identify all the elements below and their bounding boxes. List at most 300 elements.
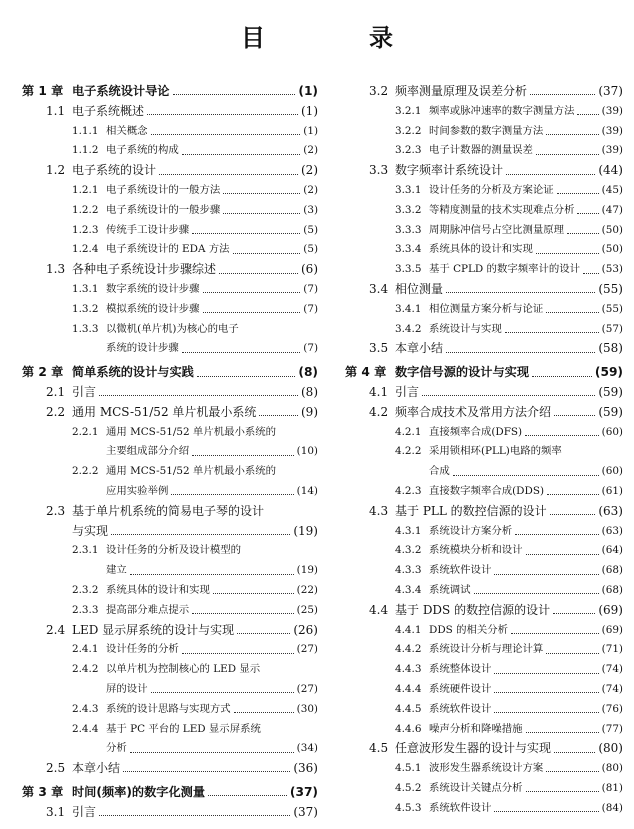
toc-subsection-entry[interactable] <box>22 240 318 260</box>
toc-entry-title: 系统设计方案分析 <box>429 524 513 537</box>
dot-leader <box>130 574 294 575</box>
toc-entry-number: 2.3.2 <box>72 583 99 596</box>
toc-entry-number: 2.3 <box>46 503 66 518</box>
toc-page-number: (27) <box>296 643 318 656</box>
toc-subsection-entry[interactable] <box>345 122 623 142</box>
toc-entry-number: 3.3.3 <box>395 223 422 236</box>
toc-entry-number: 2.4 <box>46 622 66 637</box>
toc-subsection-entry[interactable] <box>345 561 623 581</box>
toc-page-number: (60) <box>601 465 623 478</box>
toc-page-number: (7) <box>303 342 318 355</box>
toc-subsection-entry[interactable] <box>345 442 623 462</box>
toc-subsection-entry[interactable] <box>345 181 623 201</box>
dot-leader <box>171 494 293 495</box>
toc-section-entry[interactable] <box>345 739 623 759</box>
toc-entry-number: 3.1 <box>46 804 66 819</box>
dot-leader <box>511 633 599 634</box>
toc-subsection-entry[interactable] <box>345 221 623 241</box>
dot-leader <box>546 134 598 135</box>
toc-page-number: (2) <box>303 183 318 196</box>
dot-leader <box>223 213 300 214</box>
toc-section-entry[interactable] <box>22 522 318 542</box>
dot-leader <box>546 771 598 772</box>
toc-entry-title: 电子系统的设计 <box>72 163 157 178</box>
toc-page-number: (55) <box>598 281 623 296</box>
toc-subsection-entry[interactable] <box>22 720 318 740</box>
toc-entry-title: 系统设计关键点分析 <box>429 781 523 794</box>
toc-entry-number: 1.1.2 <box>72 144 99 157</box>
toc-entry-number: 4.5.3 <box>395 801 422 814</box>
toc-entry-title: 等精度测量的技术实现难点分析 <box>429 203 575 216</box>
dot-leader <box>219 273 298 274</box>
toc-entry-number: 4.5.1 <box>395 762 422 775</box>
toc-entry-number: 2.3.1 <box>72 544 99 557</box>
dot-leader <box>494 673 598 674</box>
toc-subsection-entry[interactable] <box>22 462 318 482</box>
toc-entry-number: 1.2 <box>46 163 66 178</box>
toc-entry-title: 系统具体的设计和实现 <box>429 243 533 256</box>
toc-page-number: (57) <box>601 322 623 335</box>
toc-section-entry[interactable] <box>345 280 623 300</box>
toc-entry-number: 3.2.2 <box>395 124 422 137</box>
toc-page-number: (59) <box>598 404 623 419</box>
toc-subsection-entry[interactable] <box>22 680 318 700</box>
toc-entry-number: 2.2.1 <box>72 425 99 438</box>
toc-entry-title: LED 显示屏系统的设计与实现 <box>72 622 235 637</box>
toc-entry-title: 数字系统的设计步骤 <box>106 282 200 295</box>
toc-subsection-entry[interactable] <box>345 621 623 641</box>
toc-subsection-entry[interactable] <box>345 581 623 601</box>
toc-entry-number: 1.2.4 <box>72 243 99 256</box>
toc-entry-title: 设计任务的分析 <box>106 643 179 656</box>
toc-subsection-entry[interactable] <box>22 141 318 161</box>
dot-leader <box>505 332 599 333</box>
toc-page-number: (77) <box>601 722 623 735</box>
toc-section-entry[interactable] <box>22 803 318 823</box>
toc-page-number: (63) <box>601 524 623 537</box>
toc-page-number: (63) <box>598 503 623 518</box>
dot-leader <box>182 154 301 155</box>
toc-chapter-entry[interactable] <box>22 783 318 803</box>
dot-leader <box>208 795 287 796</box>
toc-section-entry[interactable] <box>345 601 623 621</box>
toc-right-column <box>345 82 623 818</box>
toc-page-number: (50) <box>601 243 623 256</box>
toc-subsection-entry[interactable] <box>345 779 623 799</box>
toc-page-number: (64) <box>601 544 623 557</box>
toc-entry-title: 通用 MCS-51/52 单片机最小系统的 <box>106 465 277 478</box>
toc-page-number: (47) <box>601 203 623 216</box>
toc-entry-title: 简单系统的设计与实践 <box>72 365 194 380</box>
toc-subsection-entry[interactable] <box>22 640 318 660</box>
toc-entry-title: 设计任务的分析及方案论证 <box>429 183 554 196</box>
dot-leader <box>515 534 599 535</box>
toc-entry-title: 电子系统设计的 EDA 方法 <box>106 243 230 256</box>
toc-entry-title: 模拟系统的设计步骤 <box>106 302 200 315</box>
toc-entry-title: 频率或脉冲速率的数字测量方法 <box>429 104 575 117</box>
dot-leader <box>577 114 598 115</box>
toc-entry-number: 3.3.1 <box>395 183 422 196</box>
toc-entry-title: 相位测量 <box>395 281 444 296</box>
toc-subsection-entry[interactable] <box>345 482 623 502</box>
toc-entry-title: 分析 <box>106 742 127 755</box>
dot-leader <box>99 815 290 816</box>
toc-entry-number: 4.2.2 <box>395 445 422 458</box>
toc-section-entry[interactable] <box>22 383 318 403</box>
toc-subsection-entry[interactable] <box>22 280 318 300</box>
toc-entry-title: 数字信号源的设计与实现 <box>395 365 530 380</box>
toc-subsection-entry[interactable] <box>345 660 623 680</box>
toc-subsection-entry[interactable] <box>22 660 318 680</box>
toc-entry-title: 系统的设计步骤 <box>106 342 179 355</box>
toc-entry-title: 电子计数器的测量误差 <box>429 144 533 157</box>
toc-entry-title: 电子系统的构成 <box>106 144 179 157</box>
toc-entry-title: 系统硬件设计 <box>429 682 492 695</box>
toc-entry-title: 系统设计分析与理论计算 <box>429 643 544 656</box>
toc-subsection-entry[interactable] <box>22 482 318 502</box>
toc-page-number: (39) <box>601 144 623 157</box>
toc-page-number: (59) <box>598 384 623 399</box>
toc-entry-number: 2.4.3 <box>72 702 99 715</box>
toc-page-number: (5) <box>303 243 318 256</box>
toc-chapter-entry[interactable] <box>22 363 318 383</box>
toc-entry-title: 电子系统设计导论 <box>72 84 170 98</box>
dot-leader <box>526 732 599 733</box>
toc-entry-number: 3.2 <box>369 84 389 98</box>
dot-leader <box>546 312 598 313</box>
dot-leader <box>203 292 301 293</box>
toc-chapter-entry[interactable] <box>22 82 318 102</box>
toc-subsection-entry[interactable] <box>345 799 623 819</box>
toc-page-number: (22) <box>296 583 318 596</box>
toc-entry-title: 系统模块分析和设计 <box>429 544 523 557</box>
toc-section-entry[interactable] <box>22 260 318 280</box>
dot-leader <box>536 154 599 155</box>
toc-subsection-entry[interactable] <box>22 320 318 340</box>
toc-entry-number: 2.2.2 <box>72 465 99 478</box>
toc-entry-title: 直接频率合成(DFS) <box>429 425 523 438</box>
dot-leader <box>525 435 599 436</box>
dot-leader <box>259 415 298 416</box>
toc-entry-number: 1.3 <box>46 262 66 277</box>
dot-leader <box>130 752 294 753</box>
toc-subsection-entry[interactable] <box>345 423 623 443</box>
dot-leader <box>526 791 599 792</box>
dot-leader <box>159 174 298 175</box>
dot-leader <box>203 312 301 313</box>
toc-entry-title: 波形发生器系统设计方案 <box>429 762 544 775</box>
toc-page-number: (37) <box>289 784 318 799</box>
toc-subsection-entry[interactable] <box>22 561 318 581</box>
toc-page-number: (69) <box>601 623 623 636</box>
toc-entry-title: DDS 的相关分析 <box>429 623 509 636</box>
toc-entry-title: 引言 <box>395 384 420 399</box>
toc-page-number: (1) <box>303 124 318 137</box>
toc-subsection-entry[interactable] <box>345 462 623 482</box>
toc-entry-title: 电子系统设计的一般步骤 <box>106 203 221 216</box>
toc-section-entry[interactable] <box>345 82 623 102</box>
toc-entry-title: 合成 <box>429 465 450 478</box>
toc-entry-title: 本章小结 <box>395 341 444 356</box>
toc-entry-title: 采用锁相环(PLL)电路的频率 <box>429 445 562 458</box>
dot-leader <box>223 193 300 194</box>
dot-leader <box>526 554 599 555</box>
toc-subsection-entry[interactable] <box>345 522 623 542</box>
toc-entry-title: 系统整体设计 <box>429 663 492 676</box>
toc-page-number: (68) <box>601 564 623 577</box>
dot-leader <box>446 292 595 293</box>
toc-entry-title: 通用 MCS-51/52 单片机最小系统 <box>72 404 257 419</box>
dot-leader <box>577 213 598 214</box>
toc-entry-number: 4.2.3 <box>395 484 422 497</box>
dot-leader <box>474 593 599 594</box>
dot-leader <box>494 692 598 693</box>
toc-entry-title: 引言 <box>72 384 97 399</box>
toc-subsection-entry[interactable] <box>22 541 318 561</box>
toc-subsection-entry[interactable] <box>22 221 318 241</box>
toc-subsection-entry[interactable] <box>345 260 623 280</box>
toc-page-number: (61) <box>601 484 623 497</box>
toc-entry-number: 4.2.1 <box>395 425 422 438</box>
toc-subsection-entry[interactable] <box>345 541 623 561</box>
toc-entry-title: 引言 <box>72 804 97 819</box>
toc-page-number: (76) <box>601 702 623 715</box>
dot-leader <box>494 811 598 812</box>
toc-subsection-entry[interactable] <box>22 201 318 221</box>
toc-section-entry[interactable] <box>22 102 318 122</box>
toc-page-number: (74) <box>601 663 623 676</box>
toc-page-number: (8) <box>301 384 318 399</box>
toc-page-number: (80) <box>598 741 623 756</box>
page-title: 目 录 <box>241 24 433 52</box>
toc-subsection-entry[interactable] <box>345 720 623 740</box>
toc-page-number: (60) <box>601 425 623 438</box>
toc-entry-title: 时间参数的数字测量方法 <box>429 124 544 137</box>
dot-leader <box>494 712 598 713</box>
toc-entry-number: 4.4 <box>369 602 389 617</box>
toc-section-entry[interactable] <box>345 339 623 359</box>
toc-page-number: (36) <box>293 761 318 776</box>
toc-page-number: (34) <box>296 742 318 755</box>
toc-section-entry[interactable] <box>22 502 318 522</box>
toc-entry-title: 时间(频率)的数字化测量 <box>72 784 206 799</box>
toc-entry-number: 4.3.4 <box>395 583 422 596</box>
toc-chapter-entry[interactable] <box>345 363 623 383</box>
toc-entry-title: 系统设计与实现 <box>429 322 502 335</box>
toc-entry-number: 4.4.2 <box>395 643 422 656</box>
toc-section-entry[interactable] <box>345 403 623 423</box>
toc-section-entry[interactable] <box>345 502 623 522</box>
dot-leader <box>192 613 294 614</box>
toc-entry-number: 1.2.2 <box>72 203 99 216</box>
toc-subsection-entry[interactable] <box>22 122 318 142</box>
toc-entry-title: 基于 CPLD 的数字频率计的设计 <box>429 263 581 276</box>
dot-leader <box>494 574 598 575</box>
dot-leader <box>583 273 599 274</box>
toc-page-number: (2) <box>301 163 318 178</box>
toc-page-number: (80) <box>601 762 623 775</box>
dot-leader <box>553 613 595 614</box>
toc-section-entry[interactable] <box>22 759 318 779</box>
toc-entry-title: 建立 <box>106 564 127 577</box>
toc-subsection-entry[interactable] <box>345 240 623 260</box>
toc-subsection-entry[interactable] <box>22 423 318 443</box>
toc-entry-number: 3.3.5 <box>395 263 422 276</box>
toc-page-number: (50) <box>601 223 623 236</box>
dot-leader <box>99 395 298 396</box>
dot-leader <box>557 193 599 194</box>
toc-entry-number: 2.4.1 <box>72 643 99 656</box>
toc-entry-title: 屏的设计 <box>106 682 148 695</box>
dot-leader <box>536 253 599 254</box>
toc-entry-number: 3.3.4 <box>395 243 422 256</box>
toc-entry-title: 本章小结 <box>72 761 121 776</box>
toc-page-number: (7) <box>303 282 318 295</box>
toc-page-number: (2) <box>303 144 318 157</box>
toc-subsection-entry[interactable] <box>345 700 623 720</box>
toc-page-number: (6) <box>301 262 318 277</box>
toc-entry-number: 2.1 <box>46 384 66 399</box>
toc-entry-title: 周期脉冲信号占空比测量原理 <box>429 223 565 236</box>
toc-entry-title: 噪声分析和降噪措施 <box>429 722 523 735</box>
toc-subsection-entry[interactable] <box>345 102 623 122</box>
toc-entry-title: 系统软件设计 <box>429 801 492 814</box>
toc-entry-title: 相位测量方案分析与论证 <box>429 302 544 315</box>
toc-entry-title: 电子系统设计的一般方法 <box>106 183 221 196</box>
toc-entry-title: 传统手工设计步骤 <box>106 223 190 236</box>
toc-page-number: (1) <box>301 103 318 118</box>
toc-entry-number: 第 3 章 <box>22 784 64 799</box>
toc-entry-title: 设计任务的分析及设计模型的 <box>106 544 242 557</box>
dot-leader <box>547 494 599 495</box>
toc-entry-number: 3.4.1 <box>395 302 422 315</box>
toc-entry-number: 1.1.1 <box>72 124 99 137</box>
toc-section-entry[interactable] <box>345 161 623 181</box>
toc-entry-title: 系统的设计思路与实现方式 <box>106 702 231 715</box>
toc-entry-title: 频率合成技术及常用方法介绍 <box>395 404 552 419</box>
toc-entry-number: 3.4 <box>369 281 389 296</box>
toc-entry-title: 系统调试 <box>429 583 471 596</box>
dot-leader <box>233 253 301 254</box>
toc-page-number: (19) <box>293 523 318 538</box>
dot-leader <box>123 771 290 772</box>
toc-entry-title: 基于 PC 平台的 LED 显示屏系统 <box>106 722 261 735</box>
dot-leader <box>554 415 595 416</box>
toc-subsection-entry[interactable] <box>22 339 318 359</box>
toc-entry-number: 第 4 章 <box>345 365 387 380</box>
toc-entry-number: 4.4.6 <box>395 722 422 735</box>
toc-page-number: (9) <box>301 404 318 419</box>
toc-page-number: (68) <box>601 583 623 596</box>
toc-subsection-entry[interactable] <box>22 181 318 201</box>
toc-entry-number: 3.5 <box>369 341 389 356</box>
toc-subsection-entry[interactable] <box>345 201 623 221</box>
toc-subsection-entry[interactable] <box>345 640 623 660</box>
toc-entry-title: 直接数字频率合成(DDS) <box>429 484 545 497</box>
toc-page-number: (71) <box>601 643 623 656</box>
toc-entry-title: 主要组成部分介绍 <box>106 445 190 458</box>
toc-page-number: (84) <box>601 801 623 814</box>
toc-subsection-entry[interactable] <box>22 601 318 621</box>
toc-page-number: (39) <box>601 124 623 137</box>
toc-entry-title: 以单片机为控制核心的 LED 显示 <box>106 663 261 676</box>
dot-leader <box>237 633 290 634</box>
toc-subsection-entry[interactable] <box>345 759 623 779</box>
toc-entry-number: 3.3 <box>369 163 389 178</box>
toc-entry-title: 频率测量原理及误差分析 <box>395 84 528 98</box>
dot-leader <box>182 653 294 654</box>
dot-leader <box>173 94 296 95</box>
toc-entry-number: 4.5.2 <box>395 781 422 794</box>
toc-entry-number: 第 2 章 <box>22 365 64 380</box>
toc-page-number: (69) <box>598 602 623 617</box>
toc-entry-number: 3.2.1 <box>395 104 422 117</box>
toc-entry-number: 1.1 <box>46 103 66 118</box>
toc-entry-number: 4.3 <box>369 503 389 518</box>
toc-page-number: (14) <box>296 484 318 497</box>
toc-entry-number: 4.4.1 <box>395 623 422 636</box>
toc-section-entry[interactable] <box>22 161 318 181</box>
toc-subsection-entry[interactable] <box>22 300 318 320</box>
toc-section-entry[interactable] <box>22 403 318 423</box>
toc-entry-title: 系统软件设计 <box>429 564 492 577</box>
toc-subsection-entry[interactable] <box>345 680 623 700</box>
toc-entry-title: 与实现 <box>72 523 109 538</box>
toc-subsection-entry[interactable] <box>22 700 318 720</box>
toc-entry-title: 通用 MCS-51/52 单片机最小系统的 <box>106 425 277 438</box>
dot-leader <box>446 352 595 353</box>
dot-leader <box>530 94 595 95</box>
dot-leader <box>147 114 298 115</box>
toc-page-number: (39) <box>601 104 623 117</box>
toc-entry-number: 1.2.1 <box>72 183 99 196</box>
toc-subsection-entry[interactable] <box>22 442 318 462</box>
toc-entry-title: 基于单片机系统的简易电子琴的设计 <box>72 503 265 518</box>
toc-entry-number: 4.5 <box>369 741 389 756</box>
dot-leader <box>422 395 595 396</box>
toc-entry-number: 4.3.1 <box>395 524 422 537</box>
toc-subsection-entry[interactable] <box>345 141 623 161</box>
toc-page-number: (45) <box>601 183 623 196</box>
toc-page-number: (25) <box>296 603 318 616</box>
toc-section-entry[interactable] <box>22 621 318 641</box>
dot-leader <box>197 376 296 377</box>
toc-entry-number: 4.3.2 <box>395 544 422 557</box>
toc-entry-number: 3.2.3 <box>395 144 422 157</box>
toc-entry-title: 任意波形发生器的设计与实现 <box>395 741 552 756</box>
toc-page-number: (8) <box>298 365 318 380</box>
toc-entry-number: 4.2 <box>369 404 389 419</box>
dot-leader <box>111 534 290 535</box>
toc-subsection-entry[interactable] <box>22 739 318 759</box>
toc-subsection-entry[interactable] <box>345 300 623 320</box>
toc-page-number: (19) <box>296 564 318 577</box>
dot-leader <box>192 455 294 456</box>
toc-subsection-entry[interactable] <box>22 581 318 601</box>
toc-entry-title: 基于 PLL 的数控信源的设计 <box>395 503 547 518</box>
toc-page-number: (26) <box>293 622 318 637</box>
toc-page-number: (59) <box>594 365 623 380</box>
toc-page-number: (81) <box>601 781 623 794</box>
toc-page-number: (55) <box>601 302 623 315</box>
toc-entry-number: 4.3.3 <box>395 564 422 577</box>
toc-entry-title: 系统具体的设计和实现 <box>106 583 210 596</box>
toc-section-entry[interactable] <box>345 383 623 403</box>
toc-page-number: (53) <box>601 263 623 276</box>
toc-subsection-entry[interactable] <box>345 320 623 340</box>
toc-page-number: (58) <box>598 341 623 356</box>
toc-entry-number: 1.3.3 <box>72 322 99 335</box>
